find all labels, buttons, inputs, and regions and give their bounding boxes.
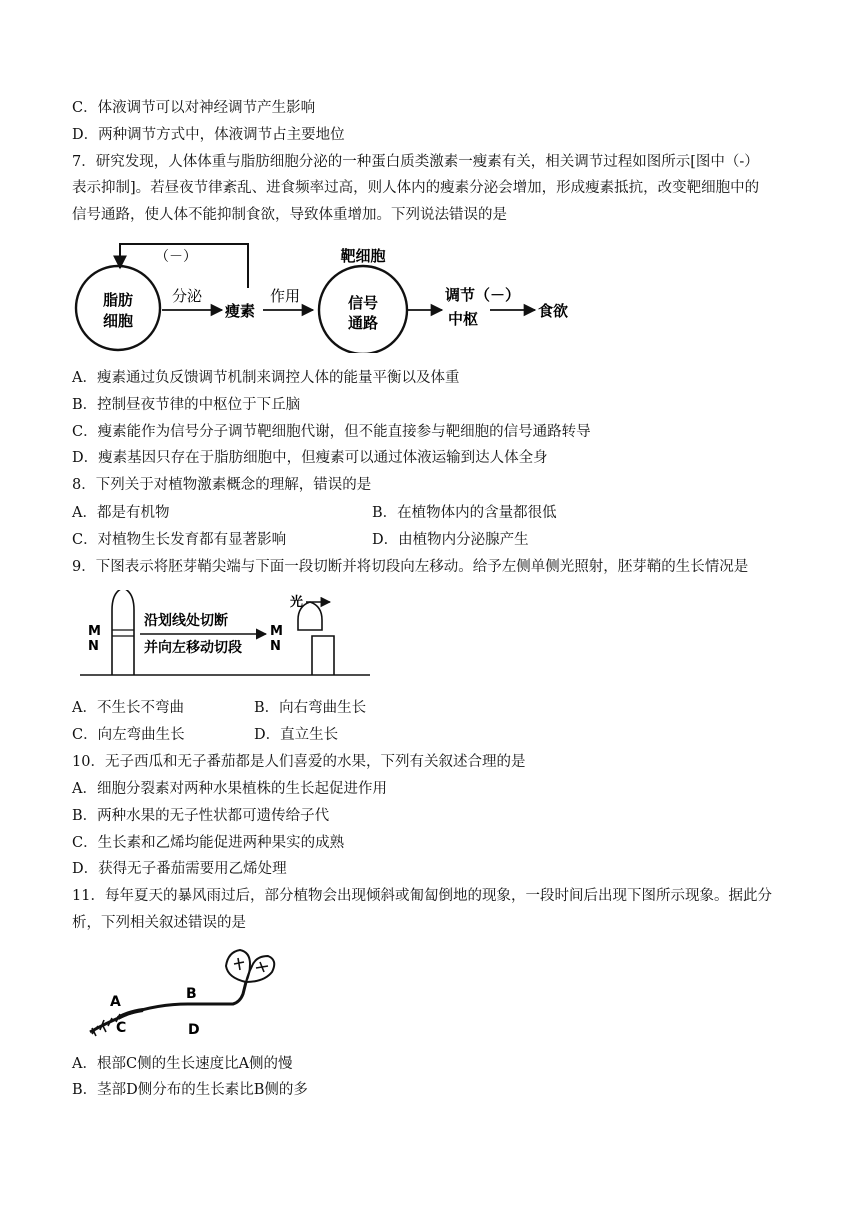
q9-option-c: C．向左弯曲生长 (72, 727, 185, 743)
q8-stem: 8．下列关于对植物激素概念的理解，错误的是 (72, 477, 372, 493)
label-c: C (116, 1020, 127, 1036)
center-label: 中枢 (448, 310, 479, 328)
q11-option-b: B．茎部D侧分布的生长素比B侧的多 (72, 1082, 308, 1098)
label-n-left: N (88, 639, 99, 654)
q10-option-a: A．细胞分裂素对两种水果植株的生长起促进作用 (72, 781, 387, 797)
signal-label-2: 通路 (347, 314, 379, 332)
regulate-label: 调节（－） (445, 286, 521, 304)
label-d: D (188, 1022, 200, 1038)
q8-option-a: A．都是有机物 (72, 505, 170, 521)
q7-option-d: D．瘦素基因只存在于脂肪细胞中，但瘦素可以通过体液运输到达人体全身 (72, 450, 548, 466)
act-label: 作用 (270, 287, 301, 305)
q7-stem-line3: 信号通路，使人体不能抑制食欲，导致体重增加。下列说法错误的是 (72, 207, 507, 223)
fallen-plant-diagram (88, 944, 288, 1044)
q7-stem-line2: 表示抑制]。若昼夜节律紊乱、进食频率过高，则人体内的瘦素分泌会增加，形成瘦素抵抗，改变靶细胞中的 (72, 180, 760, 196)
q9-option-b: B．向右弯曲生长 (254, 700, 367, 716)
q7-option-a: A．瘦素通过负反馈调节机制来调控人体的能量平衡以及体重 (72, 370, 460, 386)
step1-label: 沿划线处切断 (144, 613, 228, 629)
q11-stem-line2: 析，下列相关叙述错误的是 (72, 915, 246, 931)
label-b: B (186, 986, 197, 1002)
q6-option-d: D．两种调节方式中，体液调节占主要地位 (72, 127, 345, 143)
q7-stem-line1: 7．研究发现，人体体重与脂肪细胞分泌的一种蛋白质类激素一瘦素有关，相关调节过程如图所示[图中（-） (72, 154, 759, 170)
secrete-label: 分泌 (172, 287, 203, 305)
step2-label: 并向左移动切段 (144, 640, 242, 656)
q11-option-a: A．根部C侧的生长速度比A侧的慢 (72, 1056, 293, 1072)
q10-option-d: D．获得无子番茄需要用乙烯处理 (72, 861, 287, 877)
q8-option-d: D．由植物内分泌腺产生 (372, 532, 529, 548)
q7-option-b: B．控制昼夜节律的中枢位于下丘脑 (72, 397, 301, 413)
signal-label-1: 信号 (347, 294, 379, 312)
feedback-inhibit-label: （－） (155, 249, 197, 265)
label-a: A (110, 994, 121, 1010)
q8-option-b: B．在植物体内的含量都很低 (372, 505, 557, 521)
q10-stem: 10．无子西瓜和无子番茄都是人们喜爱的水果，下列有关叙述合理的是 (72, 754, 526, 770)
q9-option-d: D．直立生长 (254, 727, 339, 743)
q9-stem: 9．下图表示将胚芽鞘尖端与下面一段切断并将切段向左移动。给予左侧单侧光照射，胚芽鞘的生长情况是 (72, 559, 749, 575)
label-m-right: M (270, 624, 283, 639)
q10-option-b: B．两种水果的无子性状都可遗传给子代 (72, 808, 330, 824)
q8-option-c: C．对植物生长发育都有显著影响 (72, 532, 287, 548)
q9-option-a: A．不生长不弯曲 (72, 700, 184, 716)
appetite-label: 食欲 (538, 302, 569, 320)
q10-option-c: C．生长素和乙烯均能促进两种果实的成熟 (72, 835, 345, 851)
label-n-right: N (270, 639, 281, 654)
coleoptile-cut-diagram (80, 590, 370, 685)
target-cell-label: 靶细胞 (340, 247, 386, 265)
leptin-label: 瘦素 (225, 302, 256, 320)
label-m-left: M (88, 624, 101, 639)
q11-stem-line1: 11．每年夏天的暴风雨过后，部分植物会出现倾斜或匍匐倒地的现象，一段时间后出现下图所示现象。据此分 (72, 888, 772, 904)
q7-option-c: C．瘦素能作为信号分子调节靶细胞代谢，但不能直接参与靶细胞的信号通路转导 (72, 424, 591, 440)
fat-cell-label-2: 细胞 (102, 312, 134, 330)
leptin-regulation-diagram (70, 228, 590, 353)
light-label: 光 (290, 595, 304, 610)
fat-cell-label-1: 脂肪 (102, 291, 134, 309)
q6-option-c: C．体液调节可以对神经调节产生影响 (72, 100, 316, 116)
